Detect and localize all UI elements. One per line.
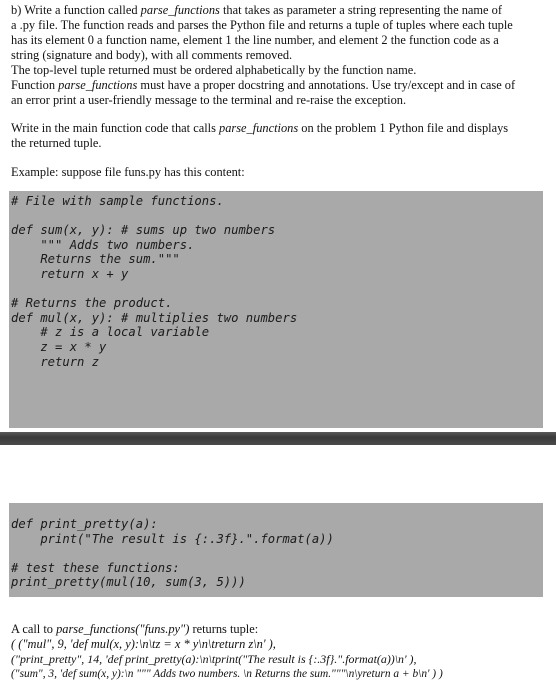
code-block-1-line: Returns the sum.""" (11, 252, 180, 267)
code-block-1-text (11, 194, 297, 369)
code-block-1-line: """ Adds two numbers. (11, 237, 195, 252)
result-line-1: A call to parse_functions("funs.py") returns tuple: (11, 622, 259, 636)
intro-line-3: has its element 0 a function name, element 1 the line number, and element 2 the function code as a (11, 33, 499, 47)
code-block-1-line: z = x * y (11, 339, 107, 354)
intro-line-5: The top-level tuple returned must be ordered alphabetically by the function name. (11, 63, 417, 77)
code-block-2-line: def print_pretty(a): (11, 517, 158, 531)
code-block-1-line (11, 282, 297, 297)
main-line-2: the returned tuple. (11, 136, 102, 150)
function-name: parse_functions (58, 78, 138, 92)
intro-line-7: an error print a user-friendly message to the terminal and re-raise the exception. (11, 93, 407, 107)
intro-line-6: Function parse_functions must have a proper docstring and annotations. Use try/except and in case of (11, 78, 516, 92)
function-call: parse_functions("funs.py") (56, 622, 190, 636)
intro-paragraph (11, 3, 548, 108)
code-block-1-line: return x + y (11, 266, 129, 281)
function-name: parse_functions (219, 121, 299, 135)
code-block-2 (9, 503, 543, 597)
code-block-2-text (11, 517, 334, 590)
code-block-1-line: # Returns the product. (11, 296, 173, 311)
code-block-1 (9, 191, 543, 428)
code-block-1-line: return z (11, 354, 100, 369)
result-paragraph (11, 622, 552, 682)
intro-line-1: b) Write a function called parse_functions that takes as parameter a string representing the name of (11, 3, 502, 17)
code-block-2-line: print("The result is {:.3f}.".format(a)) (11, 531, 334, 546)
code-block-2-line: # test these functions: (11, 560, 180, 575)
example-label: Example: suppose file funs.py has this content: (11, 165, 245, 179)
tuple-line-1: ( ("mul", 9, 'def mul(x, y):\n\tz = x * y\n\treturn z\n' ), (11, 637, 276, 651)
function-name: parse_functions (140, 3, 220, 17)
main-paragraph (11, 121, 548, 151)
code-block-2-line: print_pretty(mul(10, sum(3, 5))) (11, 575, 246, 590)
code-block-1-line (11, 209, 297, 224)
code-block-1-line: def sum(x, y): # sums up two numbers (11, 223, 276, 238)
code-block-1-line: # File with sample functions. (11, 194, 224, 208)
code-block-1-line: def mul(x, y): # multiplies two numbers (11, 310, 298, 325)
main-line-1: Write in the main function code that calls parse_functions on the problem 1 Python file and displays (11, 121, 509, 135)
intro-line-2: a .py file. The function reads and parses the Python file and returns a tuple of tuples where each tuple (11, 18, 513, 32)
code-block-1-line: # z is a local variable (11, 325, 210, 340)
intro-line-4: string (signature and body), with all comments removed. (11, 48, 293, 62)
code-block-2-line (11, 546, 334, 561)
tuple-line-2: ("print_pretty", 14, 'def print_pretty(a):\n\tprint("The result is {:.3f}.".format(a))\n' ), (11, 652, 417, 666)
separator-bar (0, 432, 556, 445)
tuple-line-3: ("sum", 3, 'def sum(x, y):\n """ Adds two numbers. \n Returns the sum."""\n\yreturn a + b\n' ) ) (11, 668, 443, 680)
